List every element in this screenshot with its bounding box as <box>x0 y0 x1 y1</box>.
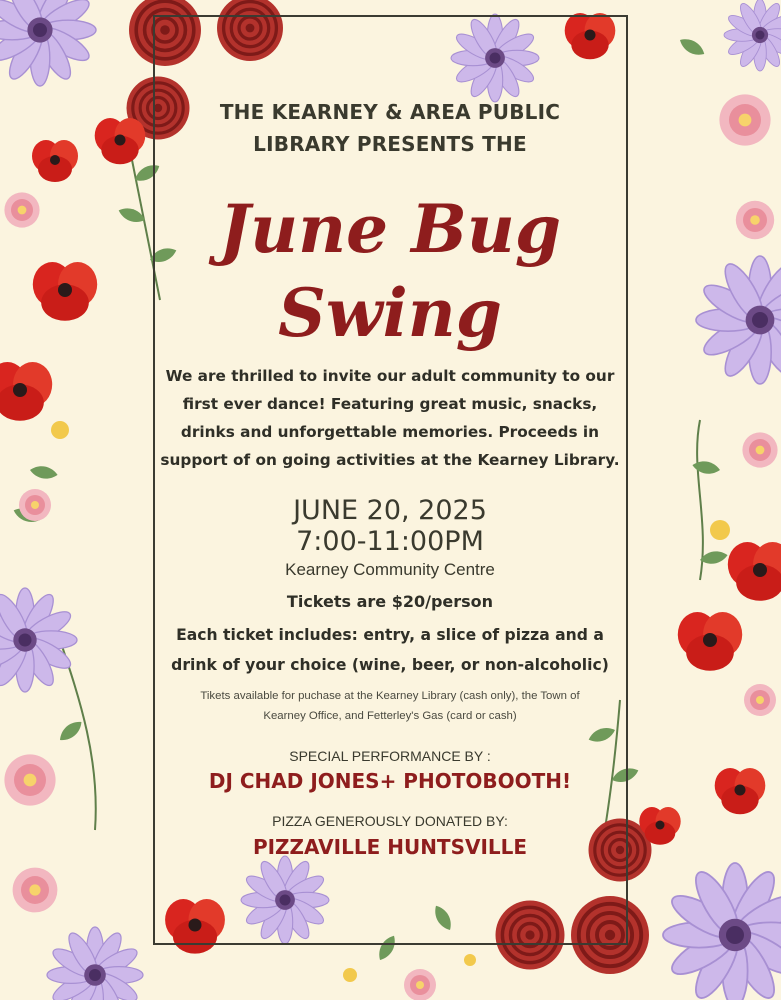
event-venue: Kearney Community Centre <box>285 560 495 579</box>
presenter-heading <box>140 96 640 160</box>
sponsor-name: PIZZAVILLE HUNTSVILLE <box>252 835 528 859</box>
ticket-includes <box>140 620 640 680</box>
performer-name: DJ CHAD JONES+ PHOTOBOOTH! <box>208 769 572 793</box>
event-time: 7:00-11:00PM <box>296 526 484 557</box>
includes-line: Each ticket includes: entry, a slice of pizza and a <box>176 626 604 644</box>
ticket-availability <box>160 686 620 726</box>
description-line: drinks and unforgettable memories. Proceeds in <box>180 423 600 441</box>
availability-line: Tikets available for puchase at the Kearney Library (cash only), the Town of <box>200 690 580 702</box>
event-date: JUNE 20, 2025 <box>293 495 487 526</box>
description-line: first ever dance! Featuring great music, snacks, <box>182 395 598 413</box>
presenter-line: THE KEARNEY & AREA PUBLIC <box>219 100 561 124</box>
event-title-line1: June Bug <box>218 190 562 268</box>
event-description <box>148 362 632 474</box>
presenter-line: LIBRARY PRESENTS THE <box>253 132 527 156</box>
availability-line: Kearney Office, and Fetterley's Gas (card or cash) <box>263 710 517 722</box>
performance-label: SPECIAL PERFORMANCE BY : <box>289 748 491 764</box>
event-title-line2: Swing <box>278 274 502 352</box>
description-line: support of on going activities at the Kearney Library. <box>160 451 620 469</box>
includes-line: drink of your choice (wine, beer, or non-alcoholic) <box>171 656 609 674</box>
ticket-price: Tickets are $20/person <box>286 592 494 611</box>
description-line: We are thrilled to invite our adult community to our <box>165 367 615 385</box>
sponsor-label: PIZZA GENEROUSLY DONATED BY: <box>272 813 508 829</box>
poster-content <box>140 0 640 1000</box>
